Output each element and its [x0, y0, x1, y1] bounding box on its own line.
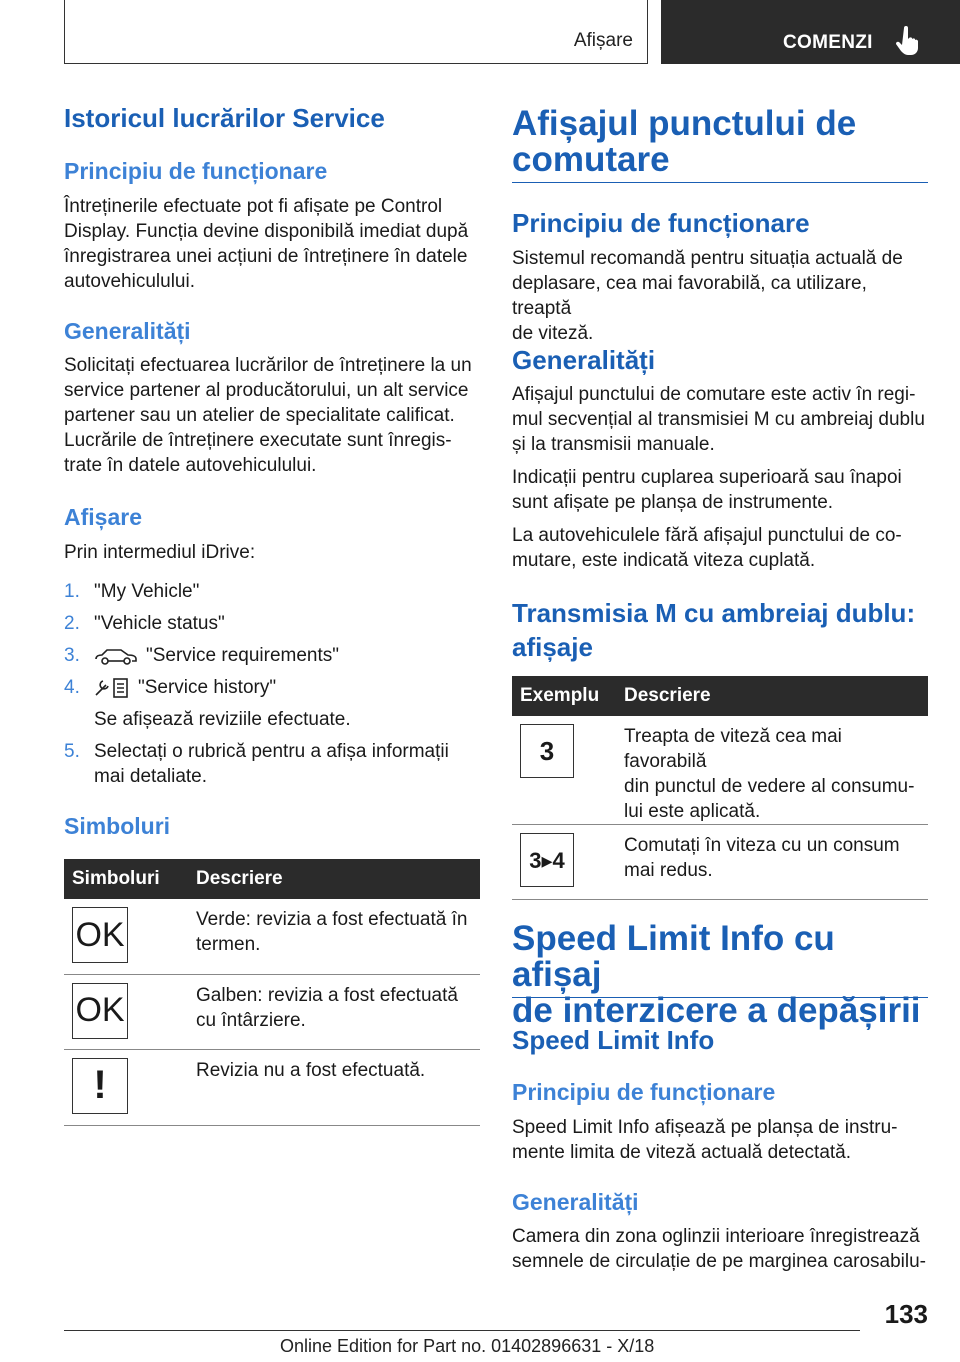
speed-limit-principle-text: Speed Limit Info afișează pe planșa de instru- mente limita de viteză actuală detectată.	[512, 1117, 898, 1163]
section-title-general: Generalități	[512, 345, 656, 375]
general-text: Solicitați efectuarea lucrărilor de întreținere la un service partener al producătorului, un alt service partener sau un atelier de specialitate calificat. Lucrările de întreținere executate sunt înregis- trate în datele autovehiculului.	[64, 355, 472, 476]
section-title-m-dct-displays: Transmisia M cu ambreiaj dublu: afișaje	[512, 598, 916, 662]
title-divider	[512, 182, 928, 183]
table-row	[512, 716, 928, 825]
table-header: Descriere	[188, 859, 480, 899]
footer-edition: Online Edition for Part no. 01402896631 - X/18	[280, 1336, 655, 1356]
exclamation-symbol: !	[72, 1058, 128, 1114]
speed-limit-general-text: Camera din zona oglinzii interioare înregistrează semnele de circulație de pe marginea carosabilu-	[512, 1226, 927, 1272]
principle-text: Întreținerile efectuate pot fi afișate pe Control Display. Funcția devine disponibilă imediat după înregistrarea unei acțiuni de întreținere în datele autovehiculului.	[64, 196, 469, 292]
ok-green-symbol: OK	[72, 907, 128, 963]
shift-3-to-4-symbol: 3▸4	[520, 833, 574, 887]
table-header: Simboluri	[64, 859, 188, 899]
general-text-b: Indicații pentru cuplarea superioară sau înapoi sunt afișate pe planșa de instrumente.	[512, 467, 902, 513]
subsection-title-symbols: Simboluri	[64, 813, 171, 839]
symbols-table	[64, 859, 480, 1126]
display-intro: Prin intermediul iDrive:	[64, 542, 256, 563]
table-cell: Verde: revizia a fost efectuată în termen.	[188, 899, 480, 974]
table-header: Exemplu	[512, 676, 616, 716]
section-title-service-history: Istoricul lucrărilor Service	[64, 103, 385, 133]
header-section-label: Afișare	[573, 30, 633, 51]
header-chapter-label: COMENZI	[783, 32, 873, 53]
table-row	[64, 1049, 480, 1125]
car-icon	[94, 646, 138, 666]
page-number: 133	[884, 1299, 928, 1329]
subsection-title-general: Generalități	[512, 1189, 639, 1215]
service-history-icon	[94, 677, 130, 699]
ok-yellow-symbol: OK	[72, 983, 128, 1039]
general-text-a: Afișajul punctului de comutare este activ în regi- mul secvențial al transmisiei M cu ambreiaj dublu și la transmisii manuale.	[512, 384, 925, 455]
chapter-title-shift-point: Afișajul punctului de comutare	[512, 104, 857, 179]
header-section-box	[64, 0, 648, 64]
header-chapter-box	[661, 0, 960, 64]
table-cell: Treapta de viteză cea mai favorabilă din punctul de vedere al consumu- lui este aplicată.	[616, 716, 928, 825]
general-text-c: La autovehiculele fără afișajul punctului de co- mutare, este indicată viteza cuplată.	[512, 525, 902, 571]
table-header: Descriere	[616, 676, 928, 716]
chapter-title-speed-limit-info: Speed Limit Info cu afișaj de interzicere a depășirii	[512, 919, 921, 1030]
subsection-title-display: Afișare	[64, 504, 142, 530]
table-row	[64, 899, 480, 974]
title-divider	[512, 997, 928, 998]
hand-pointer-icon	[895, 26, 921, 56]
table-row	[64, 974, 480, 1049]
table-row	[512, 825, 928, 900]
section-title-principle: Principiu de funcționare	[512, 208, 810, 238]
section-title-speed-limit-info: Speed Limit Info	[512, 1025, 715, 1055]
subsection-title-principle: Principiu de funcționare	[64, 158, 328, 184]
table-cell: Revizia nu a fost efectuată.	[188, 1049, 480, 1125]
subsection-title-general: Generalități	[64, 318, 191, 344]
table-cell: Galben: revizia a fost efectuată cu întârziere.	[188, 974, 480, 1049]
gear-examples-table	[512, 676, 928, 900]
gear-3-symbol: 3	[520, 724, 574, 778]
subsection-title-principle: Principiu de funcționare	[512, 1079, 776, 1105]
principle-text: Sistemul recomandă pentru situația actuală de deplasare, cea mai favorabilă, ca utilizare, treaptă de viteză.	[512, 248, 903, 344]
footer-divider	[64, 1330, 860, 1331]
table-cell: Comutați în viteza cu un consum mai redus.	[616, 825, 928, 900]
